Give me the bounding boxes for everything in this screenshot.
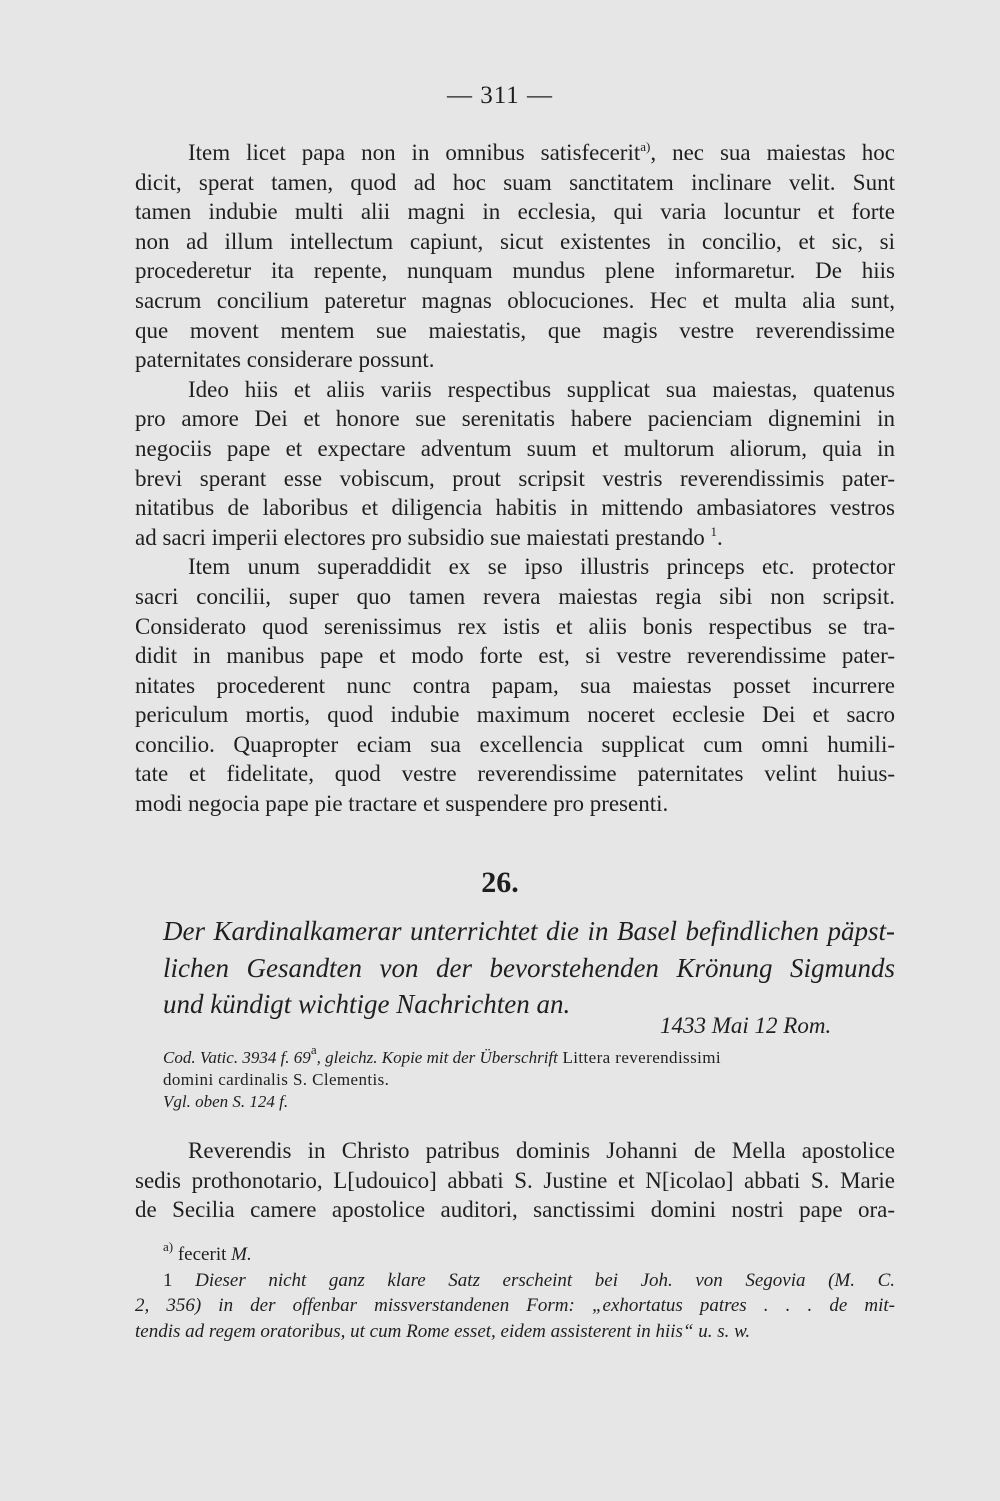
body-line: nitatibus de laboribus et diligencia habitis in mittendo ambasiatores vestros	[135, 495, 895, 521]
source-line: domini cardinalis S. Clementis.	[163, 1070, 390, 1089]
text-line: sedis prothonotario, L[udouico] abbati S. Justine et N[icolao] abbati S. Marie	[135, 1167, 895, 1193]
body-line: tamen indubie multi alii magni in ecclesia, qui varia locuntur et forte	[135, 199, 895, 225]
text-line: de Secilia camere apostolice auditori, sanctissimi domini nostri pape ora-	[135, 1197, 895, 1223]
footnote-1-line: tendis ad regem oratoribus, ut cum Rome esset, eidem assisterent in hiis“ u. s. w.	[135, 1320, 751, 1342]
body-line: Item unum superaddidit ex se ipso illustris princeps etc. protector	[188, 554, 895, 580]
body-line: Item licet papa non in omnibus satisfecerit$^{a)}$, nec sua maiestas hoc	[188, 139, 895, 165]
heading-line: und kündigt wichtige Nachrichten an.	[163, 989, 571, 1019]
body-line: periculum mortis, quod indubie maximum noceret ecclesie Dei et sacro	[135, 702, 895, 728]
footnote-1-marker: 1	[163, 1269, 173, 1291]
document-heading	[163, 913, 895, 1023]
heading-line: Der Kardinalkamerar unterrichtet die in Basel befindlichen päpst-	[163, 916, 895, 946]
source-line: Vgl. oben S. 124 f.	[163, 1092, 289, 1111]
note-marker-1: 1	[710, 523, 717, 539]
body-line: tate et fidelitate, quod vestre reverendissime paternitates velint huius-	[135, 761, 895, 787]
document-number: 26.	[481, 866, 519, 899]
body-line: modi negocia pape pie tractare et suspendere pro presenti.	[135, 791, 669, 817]
body-line: Considerato quod serenissimus rex istis et aliis bonis respectibus se tra-	[135, 613, 895, 639]
body-line: paternitates considerare possunt.	[135, 347, 435, 373]
body-line: concilio. Quapropter eciam sua excellencia supplicat cum omni humili-	[135, 731, 895, 757]
body-line: brevi sperant esse vobiscum, prout scripsit vestris reverendissimis pater-	[135, 465, 895, 491]
heading-line: lichen Gesandten von der bevorstehenden Krönung Sigmunds	[163, 952, 895, 983]
body-line: sacrum concilium pateretur magnas oblocuciones. Hec et multa alia sunt,	[135, 287, 895, 313]
text-line: Reverendis in Christo patribus dominis Johanni de Mella apostolice	[188, 1138, 895, 1163]
body-line: ad sacri imperii electores pro subsidio sue maiestati prestando $^1$.	[135, 523, 723, 550]
body-line: negociis pape et expectare adventum suum et multorum aliorum, quia in	[135, 435, 895, 461]
body-line: Ideo hiis et aliis variis respectibus supplicat sua maiestas, quatenus	[188, 376, 895, 402]
document-text	[135, 1136, 895, 1225]
note-marker-a: a)	[640, 139, 651, 154]
body-line: sacri concilii, super quo tamen revera maiestas regia sibi non scripsit.	[135, 583, 895, 609]
source-sup: a	[310, 1042, 317, 1057]
body-line: pro amore Dei et honore sue serenitatis habere pacienciam dignemini in	[135, 406, 895, 432]
footnote-1-line: 1 Dieser nicht ganz klare Satz erscheint bei Joh. von Segovia (M. C.	[163, 1269, 896, 1291]
footnotes	[135, 1239, 896, 1344]
source-note	[163, 1042, 895, 1113]
body-line: que movent mentem sue maiestatis, que magis vestre reverendissime	[135, 317, 895, 343]
source-line: Cod. Vatic. 3934 f. 69$^a$, gleichz. Kopie mit der Überschrift Littera reverendissimi	[163, 1042, 721, 1067]
page-number: — 311 —	[446, 82, 554, 109]
body-text	[135, 138, 895, 819]
footnote-a-marker: a)	[163, 1239, 174, 1254]
body-line: nitates procederent nunc contra papam, sua maiestas posset incurrere	[135, 672, 895, 698]
dateline: 1433 Mai 12 Rom.	[660, 1013, 832, 1038]
footnote-1-line: 2, 356) in der offenbar missverstandenen Form: „exhortatus patres . . . de mit-	[135, 1295, 895, 1317]
body-line: didit in manibus pape et modo forte est, si vestre reverendissime pater-	[135, 643, 895, 669]
body-line: non ad illum intellectum capiunt, sicut existentes in concilio, et sic, si	[135, 228, 895, 254]
body-line: procederetur ita repente, nunquam mundus plene informaretur. De hiis	[135, 258, 895, 284]
body-line: dicit, sperat tamen, quod ad hoc suam sanctitatem inclinare velit. Sunt	[135, 169, 895, 195]
footnote-a: $^{a)}$ fecerit M.	[163, 1239, 252, 1265]
